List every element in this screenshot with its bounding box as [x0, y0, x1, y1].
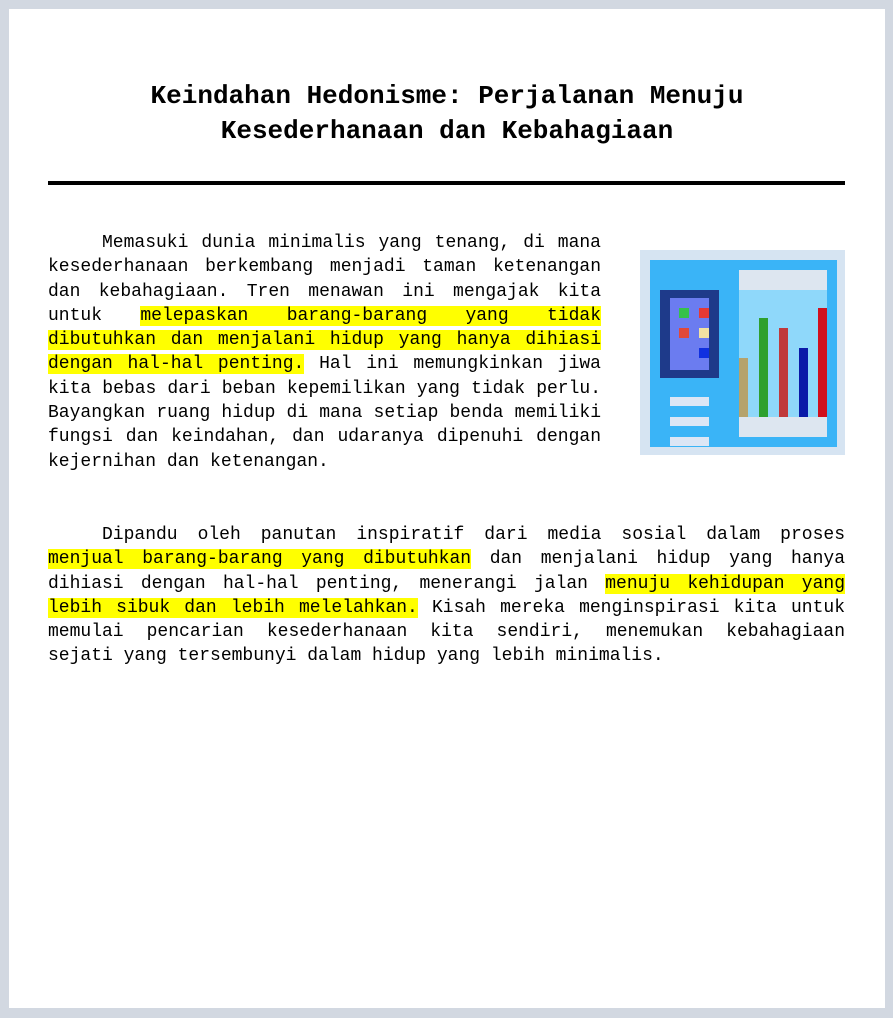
- chart-bar-green: [759, 318, 768, 417]
- paragraph-1-text-b: Hal ini memungkinkan jiwa kita bebas dari beban kepemilikan yang tidak perlu. Bayangkan ruang hidup di mana setiap benda memiliki fungsi dan keindahan, dan udaranya dipenuhi dengan kejernihan dan ketenangan.: [48, 354, 601, 472]
- article-title-line-2: Kesederhanaan dan Kebahagiaan: [220, 116, 674, 146]
- phone-app-red-2: [679, 328, 689, 338]
- phone-app-blue: [699, 348, 709, 358]
- list-line-3: [670, 437, 709, 446]
- paragraph-2-text-b: dan menjalani hidup yang hanya dihiasi dengan hal-hal penting, menerangi jalan: [48, 549, 845, 594]
- paragraph-2-highlight-2: menuju kehidupan yang lebih sibuk dan lebih melelahkan.: [48, 573, 846, 618]
- chart-bar-red: [779, 328, 788, 417]
- paragraph-2: [48, 523, 845, 669]
- paragraph-1-text-a: Memasuki dunia minimalis yang tenang, di mana kesederhanaan berkembang menjadi taman ketenangan dan kebahagiaan. Tren menawan ini mengajak kita untuk: [48, 233, 601, 326]
- dashboard-chart-icon: [640, 250, 845, 455]
- phone-app-green: [679, 308, 689, 318]
- list-line-2: [670, 417, 709, 426]
- phone-app-red-1: [699, 308, 709, 318]
- paragraph-2-text-c: Kisah mereka menginspirasi kita untuk memulai pencarian kesederhanaan kita sendiri, menemukan kebahagiaan sejati yang tersembunyi dalam hidup yang lebih minimalis.: [48, 597, 845, 667]
- article-title-line-1: Keindahan Hedonisme: Perjalanan Menuju: [150, 81, 744, 111]
- article-title: [49, 79, 845, 149]
- chart-panel-bottom: [739, 417, 827, 437]
- title-divider: [48, 181, 845, 185]
- paragraph-2-text-a: Dipandu oleh panutan inspiratif dari media sosial dalam proses: [102, 525, 845, 545]
- paragraph-1-highlight: melepaskan barang-barang yang tidak dibutuhkan dan menjalani hidup yang hanya dihiasi dengan hal-hal penting.: [48, 305, 601, 375]
- paragraph-2-highlight-1: menjual barang-barang yang dibutuhkan: [48, 549, 472, 570]
- list-line-1: [670, 397, 709, 406]
- document-page: [9, 9, 885, 1008]
- chart-bar-tan: [739, 358, 748, 417]
- paragraph-1: [48, 231, 601, 474]
- chart-bar-navy: [799, 348, 808, 417]
- chart-bar-crimson: [818, 308, 827, 417]
- phone-app-cream: [699, 328, 709, 338]
- chart-panel-top: [739, 270, 827, 290]
